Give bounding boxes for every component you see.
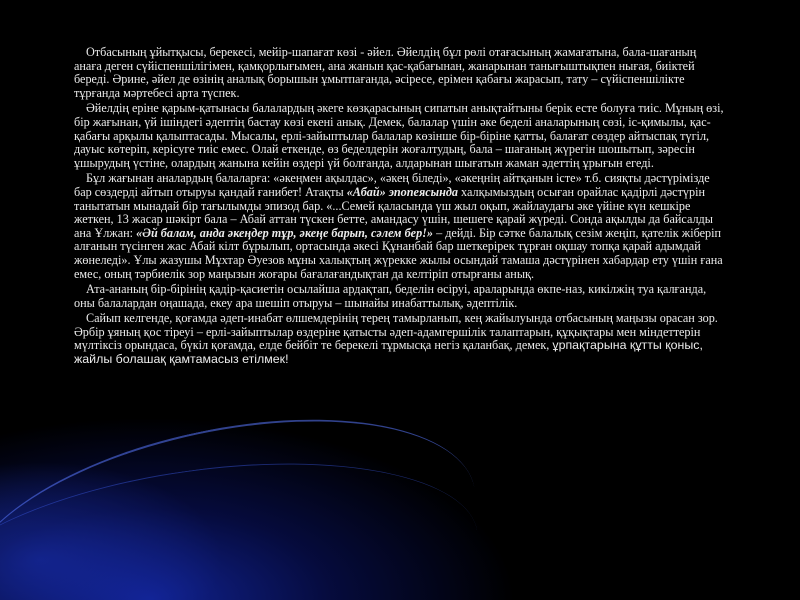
paragraph-2-text: Әйелдің еріне қарым-қатынасы балалардың әкеге көзқарасының сипатын анықтайтыны берік есте болуға тиіс. Мұның өзі, бір жағынан, үй ішіндегі әдептің бастау көзі екені анық. Демек, балалар үшін әке беделі аналарының сөзі, іс-қимылы, қас-қабағы арқылы қалыптасады. Мысалы, ерлі-зайыптылар балалар көзінше бір-біріне қатты, балағат сөздер айтыспақ түгіл, дауыс көтеріп, керісуге тиіс емес. Олай еткенде, өз беделдерін жоғалтудың, бала – шағаның жүрегін шошытып, зәресін ұшырудың үстіне, олардың жанына кейін өздері үй болғанда, алдарынан шығатын жаман әдеттің ұрығын егеді. [74,101,724,170]
paragraph-1-text: Отбасының ұйытқысы, берекесі, мейір-шапағат көзі - әйел. Әйелдің бұл рөлі отағасының жамағатына, бала-шағаның анаға деген сүйіспеншілігімен, қамқорлығымен, ана жанын қас-қабағынан, жанарынан танығыштықпен нығая, биіктей береді. Әрине, әйел де өзінің аналық борышын ұмытпағанда, әсіресе, ерімен қабағы жарасып, тату – сүйіспеншілікте тұрғанда мәртебесі арта түспек. [74,45,697,100]
paragraph-3-text-c: – дейді. Бір сәтке балалық сезім жеңіп, қателік жіберіп алғанын түсінген жас Абай кілт бұрылып, ортасында әкесі Құнанбай бар шеткерірек тұрған оқшау топқа қарай адымдай жөнеледі». Ұлы жазушы Мұхтар Әуезов мұны халықтың жүрекке жылы осындай тамаша дәстүрінен хабардар ету үшін ғана емес, оның тәрбиелік зор маңызын жоғары бағалағандықтан да келтіріп отырғаны анық. [74,225,723,281]
abai-epic-title: «Абай» эпопеясында [346,184,458,199]
paragraph-3-text-b: халқымыздың осыған орайлас қадірлі дәстүрін танытатын мынадай бір тағылымды эпизод бар. «...Семей қаласында үш жыл оқып, жайлаудағы әке үйіне күн кешкіре жеткен, 13 жасар шәкірт бала – Абай аттан түскен бетте, амандасу үшін, шешеге қарай жүреді. Сонда ақылды да байсалды ана Ұлжан: [74,184,713,240]
paragraph-1 [74,46,724,100]
paragraph-4-text: Ата-ананың бір-бірінің қадір-қасиетін осылайша ардақтап, беделін өсіруі, араларында өкпе-наз, кикілжің туа қалғанда, оны балалардан оңашада, екеу ара шешіп отыруы – шынайы инабаттылық, әдептілік. [74,282,707,310]
paragraph-3 [74,172,724,281]
paragraph-5-text: Сайып келгенде, қоғамда әдеп-инабат өлшемдерінің терең тамырланып, кең жайылуында отбасының маңызы орасан зор. Әрбір ұяның қос тіреуі – ерлі-зайыптылар өздеріне қатысты әдеп-адамгершілік талаптарын, құқықтары мен міндеттерін мүлтіксіз орындаса, бүкіл қоғамда, елде бейбіт те берекелі тұрмысқа негіз қаланбақ, демек, [74,311,718,353]
paragraph-5-closing: ұрпақтарына құтты қоныс, жайлы болашақ қамтамасыз етілмек! [74,338,703,367]
paragraph-3-text-a: Бұл жағынан аналардың балаларға: «әкеңмен ақылдас», «әкең біледі», «әкеңнің айтқанын істе» т.б. сияқты дәстүрімізде бар сөздерді айтып отыруы қандай ғанибет! Атақты [74,171,710,199]
paragraph-5 [74,312,724,366]
paragraph-2 [74,102,724,170]
ulzhan-quote: «Әй балам, анда әкеңдер тұр, әкеңе барып, сәлем бер!» [136,225,434,240]
paragraph-4 [74,283,724,310]
text-body [74,46,724,369]
